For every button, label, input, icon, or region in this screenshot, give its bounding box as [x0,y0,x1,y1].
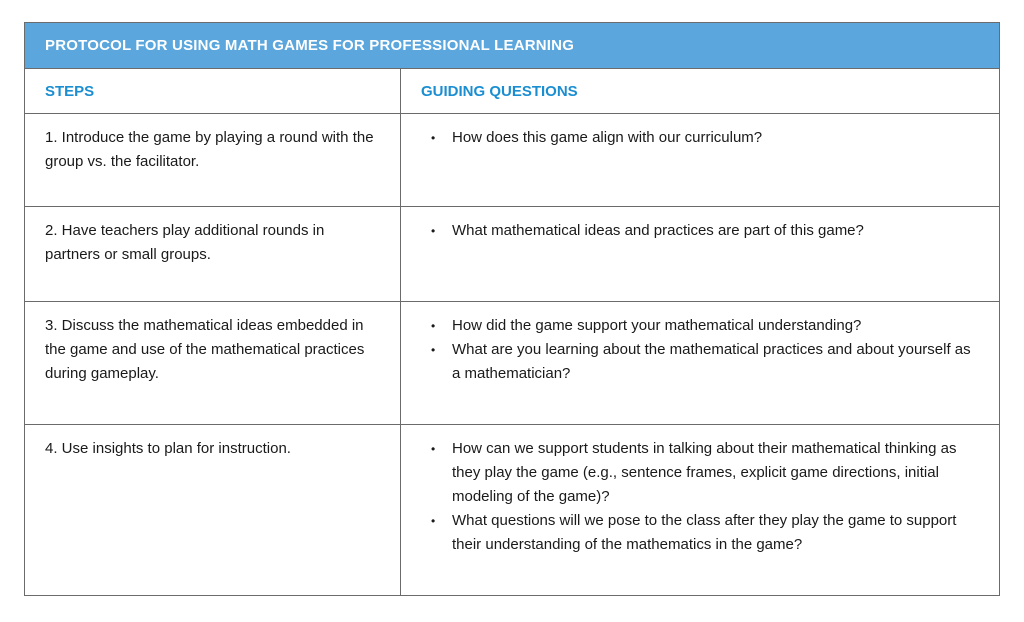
question-list [431,219,979,243]
table-row [25,425,1000,596]
questions-cell [401,114,1000,207]
bullet-icon: • [431,131,436,145]
table-title: PROTOCOL FOR USING MATH GAMES FOR PROFESSIONAL LEARNING [25,23,1000,69]
step-text: 3. Discuss the mathematical ideas embedded in the game and use of the mathematical practices during gameplay. [25,302,401,425]
question-item [431,126,979,150]
questions-cell [401,425,1000,596]
question-item [431,338,979,386]
table-row [25,207,1000,302]
steps-header: STEPS [25,69,401,114]
questions-cell [401,302,1000,425]
table-row [25,302,1000,425]
questions-cell [401,207,1000,302]
title-row [25,23,1000,69]
question-list [431,437,979,557]
question-text: How did the game support your mathematical understanding? [452,317,862,334]
question-list [431,314,979,386]
bullet-icon: • [431,514,436,528]
step-text: 4. Use insights to plan for instruction. [25,425,401,596]
question-text: How does this game align with our curriculum? [452,129,763,146]
guiding-questions-header: GUIDING QUESTIONS [401,69,1000,114]
question-item [431,219,979,243]
question-text: How can we support students in talking about their mathematical thinking as they play the game (e.g., sentence frames, explicit game directions, initial modeling of the game)? [452,440,957,505]
bullet-icon: • [431,442,436,456]
question-text: What questions will we pose to the class after they play the game to support their understanding of the mathematics in the game? [452,512,957,553]
bullet-icon: • [431,319,436,333]
question-text: What are you learning about the mathematical practices and about yourself as a mathematician? [452,341,971,382]
bullet-icon: • [431,343,436,357]
step-text: 1. Introduce the game by playing a round with the group vs. the facilitator. [25,114,401,207]
header-row [25,69,1000,114]
question-item [431,509,979,557]
question-item [431,437,979,509]
step-text: 2. Have teachers play additional rounds in partners or small groups. [25,207,401,302]
protocol-table [24,22,1000,596]
question-text: What mathematical ideas and practices are part of this game? [452,222,864,239]
table-row [25,114,1000,207]
question-item [431,314,979,338]
bullet-icon: • [431,224,436,238]
question-list [431,126,979,150]
